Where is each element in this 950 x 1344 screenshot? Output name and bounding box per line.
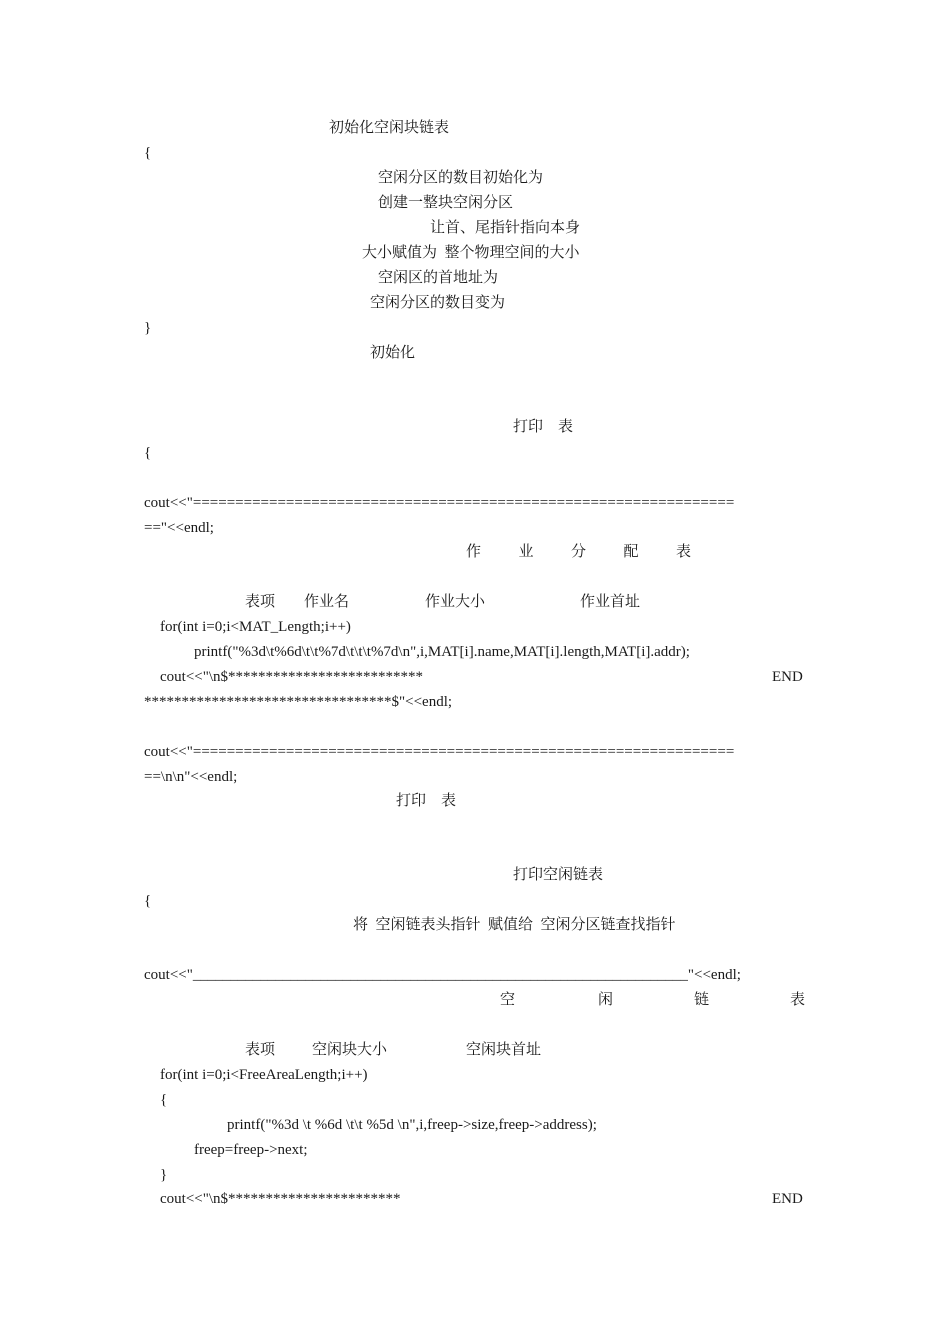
text-line: 让首、尾指针指向本身	[430, 220, 581, 236]
open-brace: {	[160, 1092, 168, 1108]
close-brace: }	[144, 320, 152, 336]
code-line: cout<<"================================================================	[144, 744, 735, 760]
code-line: =="<<endl;	[144, 520, 214, 536]
code-line: cout<<"================================================================	[144, 495, 735, 511]
heading-print-free-list: 打印空闲链表	[513, 867, 604, 883]
table-title-job-allocation: 作 业 分 配 表	[466, 544, 692, 560]
open-brace: {	[144, 145, 152, 161]
table-title-char: 表	[790, 992, 806, 1008]
table-title-char: 闲	[598, 992, 614, 1008]
code-line: printf("%3d\t%6d\t\t%7d\t\t\t%7d\n",i,MAT[i].name,MAT[i].length,MAT[i].addr);	[194, 644, 690, 660]
text-line: 初始化	[370, 345, 416, 361]
text-line: 空闲分区的数目变为	[370, 295, 506, 311]
code-line: cout<<"__________________________________________________________________"<<endl;	[144, 967, 741, 983]
open-brace: {	[144, 893, 152, 909]
code-line: cout<<"\n$***********************	[160, 1191, 401, 1207]
column-header: 空闲块大小	[312, 1042, 388, 1058]
text-line: 将 空闲链表头指针 赋值给 空闲分区链查找指针	[353, 917, 676, 933]
code-line: ==\n\n"<<endl;	[144, 769, 238, 785]
code-line-end: END	[772, 1191, 803, 1207]
column-header: 表项	[245, 594, 276, 610]
code-line: *********************************$"<<endl;	[144, 694, 453, 710]
text-line: 创建一整块空闲分区	[378, 195, 514, 211]
close-brace: }	[160, 1167, 168, 1183]
text-line: 打印 表	[396, 793, 457, 809]
table-title-char: 链	[694, 992, 710, 1008]
code-line: for(int i=0;i<FreeAreaLength;i++)	[160, 1067, 368, 1083]
table-title-char: 空	[500, 992, 516, 1008]
code-line: for(int i=0;i<MAT_Length;i++)	[160, 619, 351, 635]
code-line: freep=freep->next;	[194, 1142, 308, 1158]
text-line: 大小赋值为 整个物理空间的大小	[362, 245, 580, 261]
text-line: 空闲区的首地址为	[378, 270, 499, 286]
heading-init-free-list: 初始化空闲块链表	[329, 120, 450, 136]
column-header: 表项	[245, 1042, 276, 1058]
code-line: printf("%3d \t %6d \t\t %5d \n",i,freep->size,freep->address);	[227, 1117, 597, 1133]
column-header: 作业名	[304, 594, 350, 610]
column-header: 作业大小	[425, 594, 486, 610]
column-header: 空闲块首址	[466, 1042, 542, 1058]
open-brace: {	[144, 445, 152, 461]
heading-print-table: 打印 表	[513, 419, 574, 435]
column-header: 作业首址	[580, 594, 641, 610]
text-line: 空闲分区的数目初始化为	[378, 170, 544, 186]
code-line-end: END	[772, 669, 803, 685]
code-line: cout<<"\n$**************************	[160, 669, 424, 685]
